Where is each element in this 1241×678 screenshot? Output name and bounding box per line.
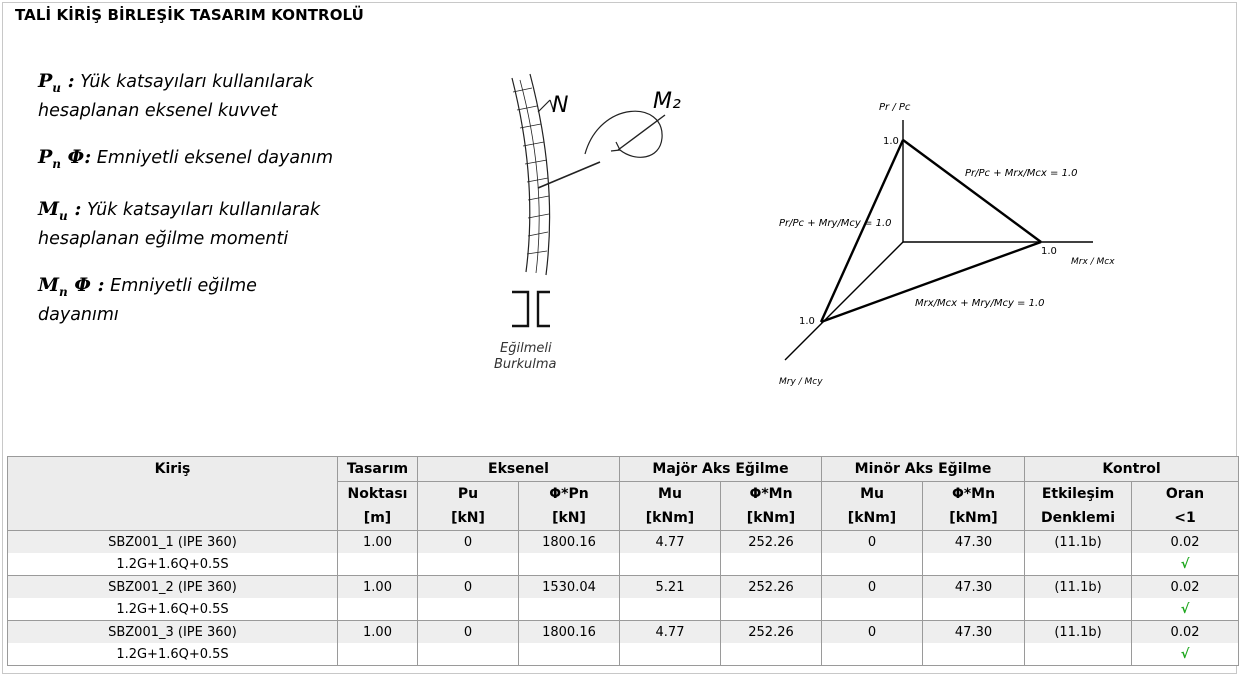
symbol-tail: Φ: [61, 145, 92, 168]
table-row-sub [8, 643, 1239, 666]
figure-caption-line1: Eğilmeli [500, 341, 552, 356]
definition-pu [38, 70, 338, 124]
header-phi-mn-minor: Φ*Mn [923, 482, 1025, 507]
check-icon: √ [1132, 553, 1239, 576]
cell-phi-mn-major: 252.26 [721, 576, 822, 599]
cell-mu-minor: 0 [822, 576, 923, 599]
header-oran-limit: <1 [1132, 506, 1239, 531]
cell-oran: 0.02 [1132, 531, 1239, 554]
header-phi-mn-major: Φ*Mn [721, 482, 822, 507]
definition-text: Emniyetli eksenel dayanım [96, 147, 334, 168]
cell-mu-major: 4.77 [620, 621, 721, 644]
cell-phi-mn-major: 252.26 [721, 621, 822, 644]
header-mu-minor: Mu [822, 482, 923, 507]
cell-phi-mn-minor: 47.30 [923, 576, 1025, 599]
equation-top: Pr/Pc + Mrx/Mcx = 1.0 [965, 168, 1078, 179]
figure-caption-line2: Burkulma [494, 357, 557, 372]
cell-combo: 1.2G+1.6Q+0.5S [8, 553, 338, 576]
table-row [8, 531, 1239, 554]
header-unit-knm: [kNm] [721, 506, 822, 531]
check-icon: √ [1132, 598, 1239, 621]
cell-nokta: 1.00 [338, 621, 418, 644]
page-title: TALİ KİRİŞ BİRLEŞİK TASARIM KONTROLÜ [15, 6, 364, 24]
table-row-sub [8, 553, 1239, 576]
cell-nokta: 1.00 [338, 531, 418, 554]
header-mu-major: Mu [620, 482, 721, 507]
symbol-sub: n [59, 284, 68, 299]
symbol-main: P [38, 145, 53, 168]
header-eksenel: Eksenel [418, 457, 620, 482]
header-unit-kn: [kN] [418, 506, 519, 531]
flexural-buckling-figure [490, 70, 710, 380]
equation-left: Pr/Pc + Mry/Mcy = 1.0 [779, 218, 892, 229]
header-etkilesim: Etkileşim [1025, 482, 1132, 507]
cell-denklem: (11.1b) [1025, 621, 1132, 644]
cell-phi-pn: 1800.16 [519, 531, 620, 554]
table-row-sub [8, 598, 1239, 621]
header-unit-knm: [kNm] [923, 506, 1025, 531]
tick-top: 1.0 [883, 136, 899, 147]
symbol-main: M [38, 198, 60, 221]
symbol-tail: : [67, 198, 82, 221]
moment-label: M₂ [653, 89, 681, 114]
symbol-tail: Φ : [67, 273, 105, 296]
symbol-sub: u [59, 208, 68, 223]
cell-combo: 1.2G+1.6Q+0.5S [8, 643, 338, 666]
cell-pu: 0 [418, 531, 519, 554]
check-icon: √ [1132, 643, 1239, 666]
cell-kiris: SBZ001_3 (IPE 360) [8, 621, 338, 644]
symbol-main: P [38, 70, 53, 92]
header-major: Majör Aks Eğilme [620, 457, 822, 482]
header-denklemi: Denklemi [1025, 506, 1132, 531]
symbol-sub: u [52, 80, 62, 95]
cell-phi-pn: 1800.16 [519, 621, 620, 644]
header-unit-knm: [kNm] [620, 506, 721, 531]
cell-combo: 1.2G+1.6Q+0.5S [8, 598, 338, 621]
cell-mu-major: 4.77 [620, 531, 721, 554]
equation-bottom: Mrx/Mcx + Mry/Mcy = 1.0 [915, 298, 1045, 309]
tick-right: 1.0 [1041, 246, 1057, 257]
header-phi-pn: Φ*Pn [519, 482, 620, 507]
cell-mu-major: 5.21 [620, 576, 721, 599]
cell-denklem: (11.1b) [1025, 576, 1132, 599]
symbol-tail: : [61, 70, 75, 92]
table-row [8, 621, 1239, 644]
table-row [8, 576, 1239, 599]
header-unit-kn: [kN] [519, 506, 620, 531]
cell-oran: 0.02 [1132, 621, 1239, 644]
design-check-table [7, 456, 1239, 666]
cell-denklem: (11.1b) [1025, 531, 1132, 554]
axis-label-right: Mrx / Mcx [1071, 257, 1115, 267]
cell-pu: 0 [418, 576, 519, 599]
header-oran: Oran [1132, 482, 1239, 507]
definitions-list [38, 70, 338, 350]
definition-text: Yük katsayıları kullanılarak hesaplanan eğilme momenti [38, 200, 321, 250]
symbol-main: M [38, 273, 60, 296]
cell-phi-pn: 1530.04 [519, 576, 620, 599]
header-tasarim: Tasarım [338, 457, 418, 482]
cell-phi-mn-major: 252.26 [721, 531, 822, 554]
cell-nokta: 1.00 [338, 576, 418, 599]
symbol-sub: n [52, 156, 62, 171]
header-kiris: Kiriş [8, 457, 338, 531]
definition-mu [38, 198, 338, 252]
definition-mn-phi [38, 274, 338, 328]
cell-phi-mn-minor: 47.30 [923, 621, 1025, 644]
axial-force-label: N [552, 93, 569, 118]
cell-phi-mn-minor: 47.30 [923, 531, 1025, 554]
cell-oran: 0.02 [1132, 576, 1239, 599]
tick-bottom: 1.0 [799, 316, 815, 327]
cell-mu-minor: 0 [822, 531, 923, 554]
header-unit-knm: [kNm] [822, 506, 923, 531]
header-unit-m: [m] [338, 506, 418, 531]
cell-pu: 0 [418, 621, 519, 644]
axis-label-bottom: Mry / Mcy [779, 377, 823, 387]
definition-text: Yük katsayıları kullanılarak hesaplanan eksenel kuvvet [38, 72, 314, 122]
buckled-beam-illustration [512, 74, 665, 275]
interaction-axes [785, 120, 1093, 360]
cell-mu-minor: 0 [822, 621, 923, 644]
header-kontrol: Kontrol [1025, 457, 1239, 482]
definition-text: Emniyetli eğilme dayanımı [38, 275, 257, 326]
cell-kiris: SBZ001_2 (IPE 360) [8, 576, 338, 599]
channel-section-icon [512, 292, 550, 326]
header-minor: Minör Aks Eğilme [822, 457, 1025, 482]
header-noktasi: Noktası [338, 482, 418, 507]
interaction-diagram [775, 92, 1115, 392]
definition-pn-phi [38, 146, 338, 176]
axis-label-top: Pr / Pc [879, 102, 911, 113]
header-pu: Pu [418, 482, 519, 507]
cell-kiris: SBZ001_1 (IPE 360) [8, 531, 338, 554]
